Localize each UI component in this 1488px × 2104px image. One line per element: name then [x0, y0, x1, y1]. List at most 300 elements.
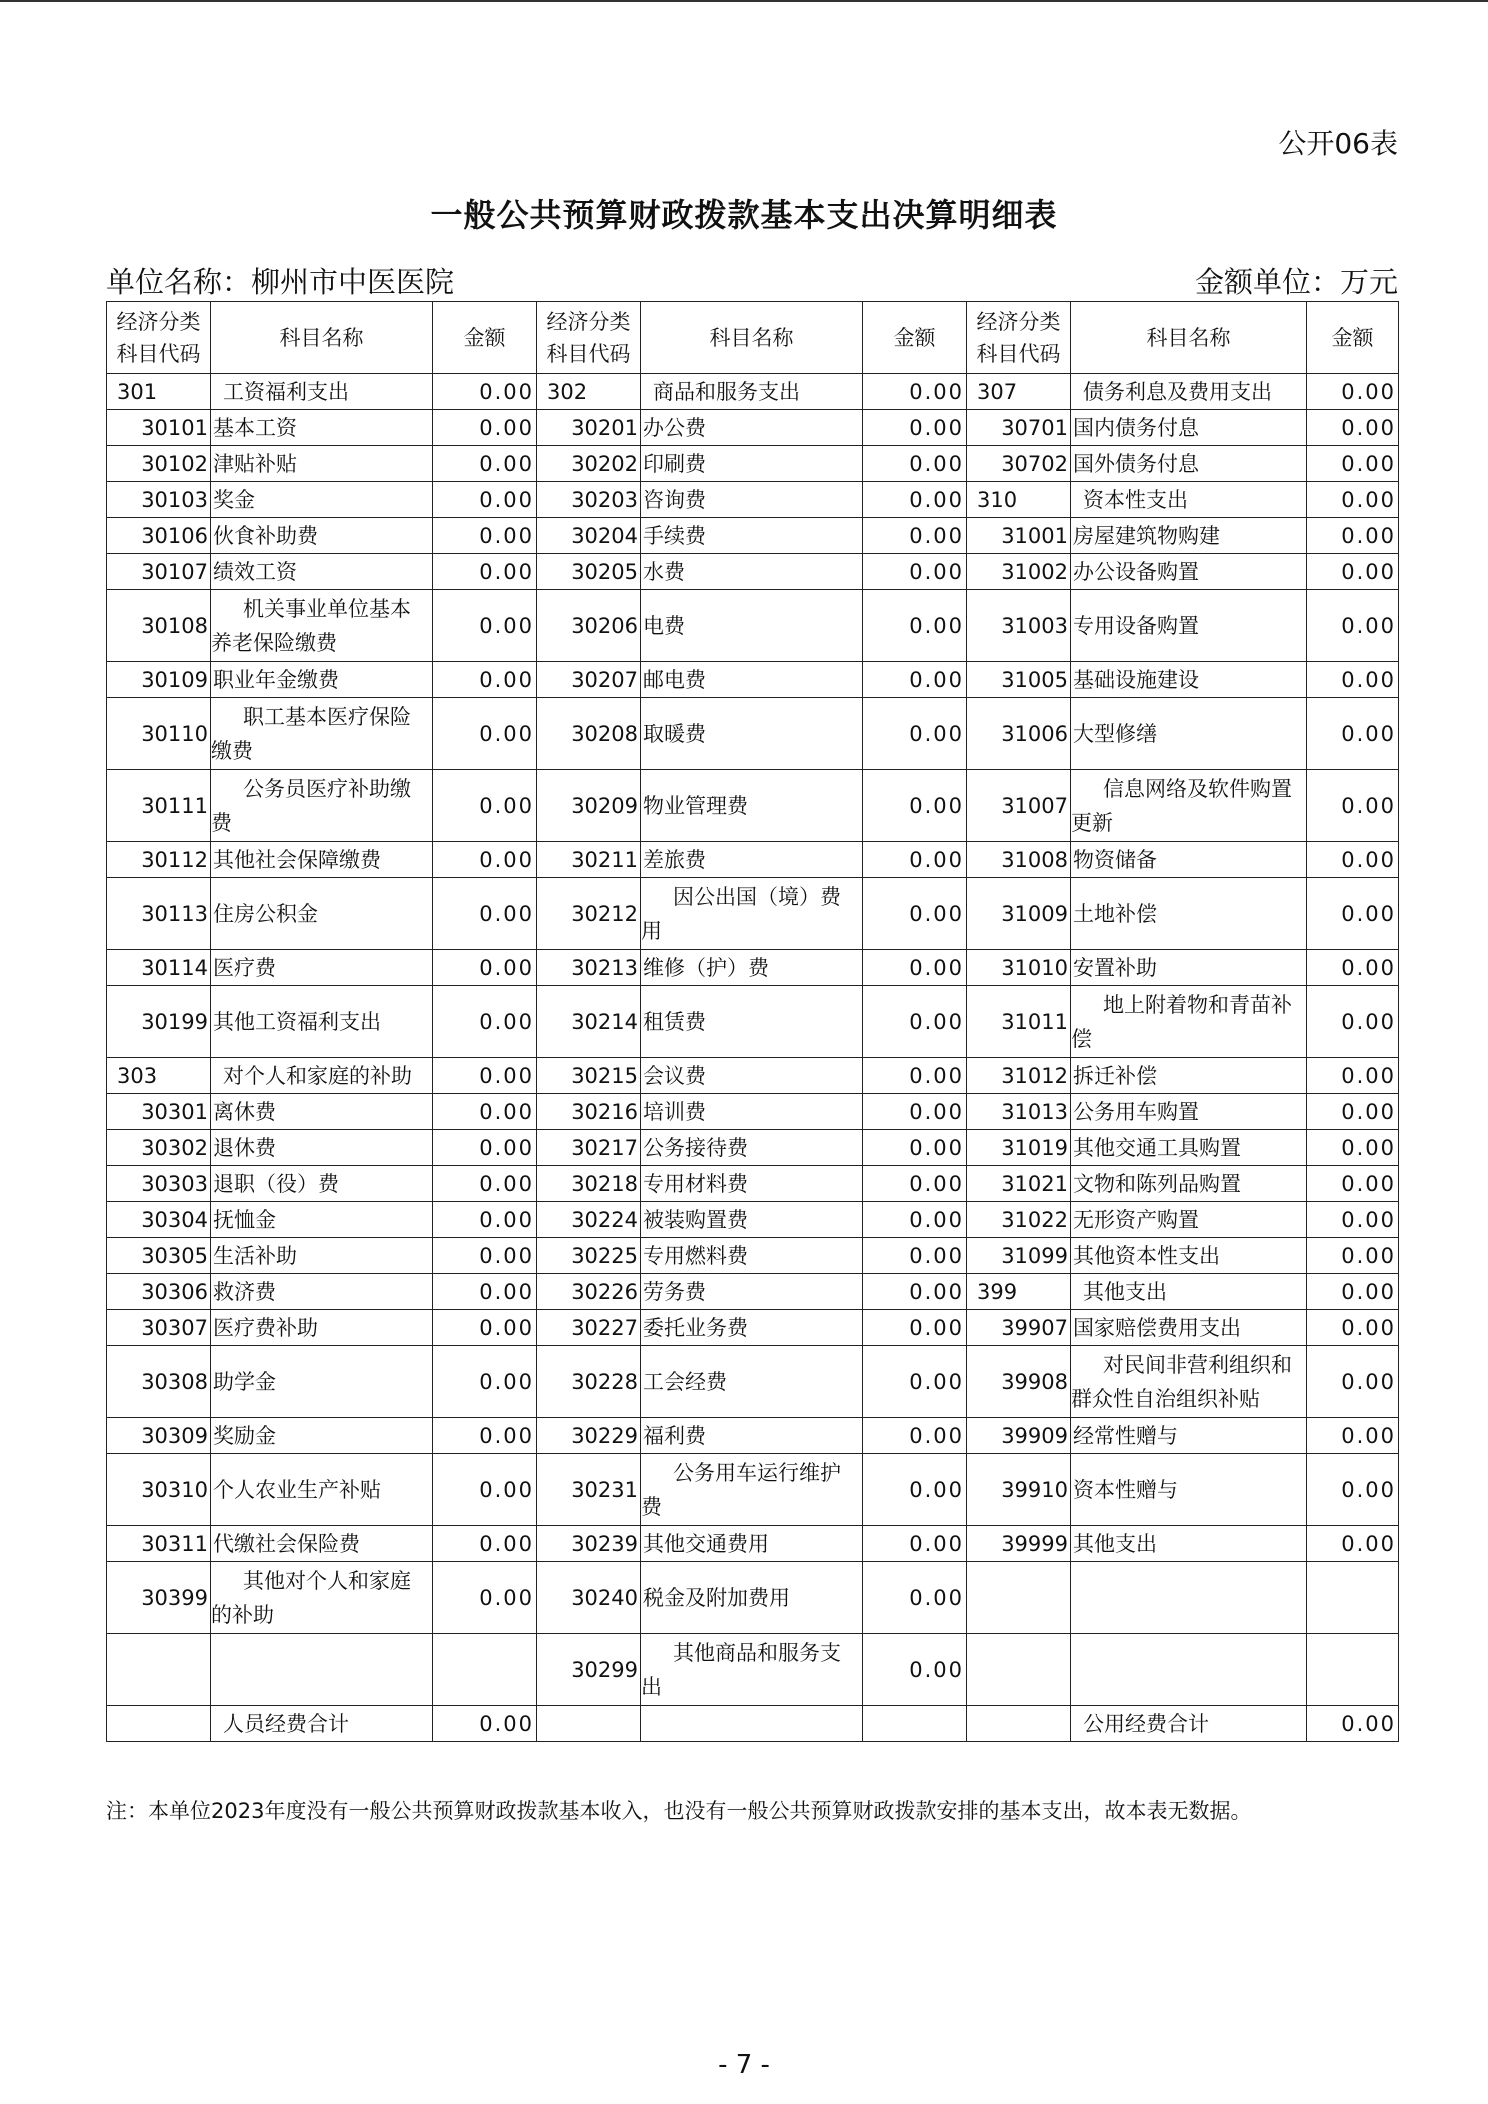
code-cell: 30213 — [537, 950, 641, 986]
amount-cell: 0.00 — [433, 1418, 537, 1454]
name-cell: 其他交通工具购置 — [1071, 1130, 1307, 1166]
code-cell: 30702 — [967, 446, 1071, 482]
table-row — [107, 590, 1399, 662]
table-row — [107, 374, 1399, 410]
amount-cell: 0.00 — [1307, 374, 1399, 410]
amount-cell: 0.00 — [1307, 1238, 1399, 1274]
code-cell: 30217 — [537, 1130, 641, 1166]
amount-cell: 0.00 — [863, 554, 967, 590]
amount-cell: 0.00 — [863, 1202, 967, 1238]
amount-cell: 0.00 — [863, 662, 967, 698]
name-cell: 国外债务付息 — [1071, 446, 1307, 482]
name-cell: 税金及附加费用 — [641, 1562, 863, 1634]
name-cell: 生活补助 — [211, 1238, 433, 1274]
code-cell: 30106 — [107, 518, 211, 554]
code-cell: 30110 — [107, 698, 211, 770]
table-row — [107, 482, 1399, 518]
code-cell: 30107 — [107, 554, 211, 590]
name-cell: 会议费 — [641, 1058, 863, 1094]
code-cell: 30216 — [537, 1094, 641, 1130]
name-cell: 被装购置费 — [641, 1202, 863, 1238]
code-cell: 30399 — [107, 1562, 211, 1634]
amount-cell: 0.00 — [433, 698, 537, 770]
code-cell: 39908 — [967, 1346, 1071, 1418]
table-row — [107, 1238, 1399, 1274]
amount-cell: 0.00 — [863, 482, 967, 518]
table-row — [107, 950, 1399, 986]
name-cell: 专用设备购置 — [1071, 590, 1307, 662]
name-cell: 福利费 — [641, 1418, 863, 1454]
amount-cell: 0.00 — [863, 1634, 967, 1706]
header-row — [107, 302, 1399, 374]
name-cell: 退职（役）费 — [211, 1166, 433, 1202]
amount-cell: 0.00 — [433, 1166, 537, 1202]
code-cell: 30209 — [537, 770, 641, 842]
name-cell: 债务利息及费用支出 — [1071, 374, 1307, 410]
code-cell — [107, 1706, 211, 1742]
unit-row — [106, 263, 1398, 301]
name-cell: 邮电费 — [641, 662, 863, 698]
name-cell: 办公费 — [641, 410, 863, 446]
code-cell: 30701 — [967, 410, 1071, 446]
table-row — [107, 878, 1399, 950]
code-cell: 30310 — [107, 1454, 211, 1526]
amount-cell: 0.00 — [433, 374, 537, 410]
footnote: 注：本单位2023年度没有一般公共预算财政拨款基本收入，也没有一般公共预算财政拨款安排的基本支出，故本表无数据。 — [106, 1799, 1252, 1823]
page-title: 一般公共预算财政拨款基本支出决算明细表 — [430, 196, 1058, 234]
table-row — [107, 446, 1399, 482]
amount-cell: 0.00 — [863, 1562, 967, 1634]
name-cell: 房屋建筑物购建 — [1071, 518, 1307, 554]
amount-cell: 0.00 — [1307, 1346, 1399, 1418]
table-row — [107, 662, 1399, 698]
header-code: 经济分类 科目代码 — [107, 302, 211, 374]
name-cell: 其他交通费用 — [641, 1526, 863, 1562]
name-cell: 其他资本性支出 — [1071, 1238, 1307, 1274]
table-row — [107, 1562, 1399, 1634]
table-row — [107, 986, 1399, 1058]
page-number: - 7 - — [718, 2050, 770, 2080]
table-row — [107, 1346, 1399, 1418]
code-cell: 30308 — [107, 1346, 211, 1418]
code-cell: 30108 — [107, 590, 211, 662]
table-row — [107, 1130, 1399, 1166]
amount-cell: 0.00 — [433, 1346, 537, 1418]
code-cell: 30304 — [107, 1202, 211, 1238]
amount-cell: 0.00 — [863, 1130, 967, 1166]
name-cell — [1071, 1634, 1307, 1706]
code-cell: 31011 — [967, 986, 1071, 1058]
code-cell: 30227 — [537, 1310, 641, 1346]
amount-cell: 0.00 — [1307, 1706, 1399, 1742]
amount-cell: 0.00 — [863, 1346, 967, 1418]
code-cell: 30228 — [537, 1346, 641, 1418]
name-cell: 工资福利支出 — [211, 374, 433, 410]
name-cell: 水费 — [641, 554, 863, 590]
name-cell: 公务用车购置 — [1071, 1094, 1307, 1130]
name-cell: 安置补助 — [1071, 950, 1307, 986]
code-cell: 31008 — [967, 842, 1071, 878]
code-cell: 302 — [537, 374, 641, 410]
name-cell: 办公设备购置 — [1071, 554, 1307, 590]
code-cell: 30205 — [537, 554, 641, 590]
code-cell: 30229 — [537, 1418, 641, 1454]
name-cell: 奖金 — [211, 482, 433, 518]
name-cell: 津贴补贴 — [211, 446, 433, 482]
amount-cell: 0.00 — [863, 374, 967, 410]
amount-cell: 0.00 — [433, 554, 537, 590]
amount-cell: 0.00 — [1307, 1094, 1399, 1130]
amount-cell: 0.00 — [1307, 1310, 1399, 1346]
amount-cell: 0.00 — [863, 446, 967, 482]
code-cell: 31021 — [967, 1166, 1071, 1202]
code-cell: 30113 — [107, 878, 211, 950]
name-cell: 代缴社会保险费 — [211, 1526, 433, 1562]
table-row — [107, 554, 1399, 590]
amount-cell: 0.00 — [1307, 662, 1399, 698]
table-row — [107, 1166, 1399, 1202]
amount-cell: 0.00 — [433, 1454, 537, 1526]
code-cell: 307 — [967, 374, 1071, 410]
name-cell: 信息网络及软件购置更新 — [1071, 770, 1307, 842]
table-row — [107, 698, 1399, 770]
table-row — [107, 1454, 1399, 1526]
table-row — [107, 842, 1399, 878]
code-cell: 31001 — [967, 518, 1071, 554]
amount-cell — [1307, 1634, 1399, 1706]
code-cell: 39910 — [967, 1454, 1071, 1526]
amount-cell: 0.00 — [1307, 554, 1399, 590]
code-cell: 30201 — [537, 410, 641, 446]
code-cell: 31019 — [967, 1130, 1071, 1166]
code-cell: 31099 — [967, 1238, 1071, 1274]
amount-cell: 0.00 — [1307, 950, 1399, 986]
name-cell: 地上附着物和青苗补偿 — [1071, 986, 1307, 1058]
table-row — [107, 1094, 1399, 1130]
amount-cell: 0.00 — [1307, 1166, 1399, 1202]
amount-cell: 0.00 — [863, 1526, 967, 1562]
code-cell: 30112 — [107, 842, 211, 878]
table-row — [107, 1274, 1399, 1310]
name-cell: 资本性支出 — [1071, 482, 1307, 518]
amount-cell: 0.00 — [1307, 842, 1399, 878]
expenditure-table — [106, 301, 1399, 1742]
code-cell: 301 — [107, 374, 211, 410]
name-cell: 商品和服务支出 — [641, 374, 863, 410]
amount-cell: 0.00 — [433, 1274, 537, 1310]
amount-cell: 0.00 — [1307, 518, 1399, 554]
name-cell: 其他支出 — [1071, 1274, 1307, 1310]
amount-unit: 金额单位：万元 — [1194, 265, 1398, 299]
name-cell: 手续费 — [641, 518, 863, 554]
code-cell: 30202 — [537, 446, 641, 482]
code-cell: 30311 — [107, 1526, 211, 1562]
amount-cell: 0.00 — [1307, 1418, 1399, 1454]
name-cell: 基本工资 — [211, 410, 433, 446]
code-cell: 30299 — [537, 1634, 641, 1706]
amount-cell: 0.00 — [863, 410, 967, 446]
code-cell: 30101 — [107, 410, 211, 446]
table-row — [107, 1418, 1399, 1454]
amount-cell: 0.00 — [433, 950, 537, 986]
name-cell: 经常性赠与 — [1071, 1418, 1307, 1454]
name-cell: 专用材料费 — [641, 1166, 863, 1202]
amount-cell: 0.00 — [863, 698, 967, 770]
name-cell: 对个人和家庭的补助 — [211, 1058, 433, 1094]
name-cell: 救济费 — [211, 1274, 433, 1310]
code-cell: 30211 — [537, 842, 641, 878]
name-cell: 职工基本医疗保险缴费 — [211, 698, 433, 770]
amount-cell: 0.00 — [863, 842, 967, 878]
amount-cell: 0.00 — [863, 1454, 967, 1526]
amount-cell: 0.00 — [1307, 1454, 1399, 1526]
code-cell: 30218 — [537, 1166, 641, 1202]
table-row — [107, 1706, 1399, 1742]
name-cell: 住房公积金 — [211, 878, 433, 950]
code-cell — [537, 1706, 641, 1742]
name-cell: 土地补偿 — [1071, 878, 1307, 950]
header-amount: 金额 — [863, 302, 967, 374]
name-cell — [211, 1634, 433, 1706]
header-amount: 金额 — [1307, 302, 1399, 374]
amount-cell: 0.00 — [433, 878, 537, 950]
code-cell: 31002 — [967, 554, 1071, 590]
name-cell: 其他社会保障缴费 — [211, 842, 433, 878]
amount-cell: 0.00 — [433, 590, 537, 662]
top-border-line — [0, 0, 1488, 2]
name-cell: 取暖费 — [641, 698, 863, 770]
code-cell: 30206 — [537, 590, 641, 662]
code-cell: 399 — [967, 1274, 1071, 1310]
code-cell: 30302 — [107, 1130, 211, 1166]
code-cell: 30114 — [107, 950, 211, 986]
header-name: 科目名称 — [1071, 302, 1307, 374]
name-cell: 人员经费合计 — [211, 1706, 433, 1742]
table-row — [107, 770, 1399, 842]
name-cell: 文物和陈列品购置 — [1071, 1166, 1307, 1202]
code-cell: 310 — [967, 482, 1071, 518]
name-cell: 助学金 — [211, 1346, 433, 1418]
name-cell: 抚恤金 — [211, 1202, 433, 1238]
table-body — [107, 302, 1399, 1742]
table-row — [107, 1058, 1399, 1094]
amount-cell: 0.00 — [1307, 446, 1399, 482]
code-cell: 31006 — [967, 698, 1071, 770]
name-cell: 专用燃料费 — [641, 1238, 863, 1274]
name-cell: 公用经费合计 — [1071, 1706, 1307, 1742]
amount-cell: 0.00 — [1307, 1058, 1399, 1094]
amount-cell: 0.00 — [433, 1526, 537, 1562]
amount-cell: 0.00 — [433, 986, 537, 1058]
amount-cell: 0.00 — [863, 590, 967, 662]
code-cell: 31009 — [967, 878, 1071, 950]
code-cell: 30109 — [107, 662, 211, 698]
code-cell: 30224 — [537, 1202, 641, 1238]
header-name: 科目名称 — [641, 302, 863, 374]
name-cell: 无形资产购置 — [1071, 1202, 1307, 1238]
code-cell: 30225 — [537, 1238, 641, 1274]
amount-cell: 0.00 — [1307, 878, 1399, 950]
amount-cell: 0.00 — [1307, 770, 1399, 842]
name-cell: 工会经费 — [641, 1346, 863, 1418]
code-cell — [967, 1634, 1071, 1706]
amount-cell: 0.00 — [433, 446, 537, 482]
table-row — [107, 410, 1399, 446]
amount-cell: 0.00 — [863, 1310, 967, 1346]
code-cell: 30303 — [107, 1166, 211, 1202]
name-cell: 其他工资福利支出 — [211, 986, 433, 1058]
code-cell — [967, 1562, 1071, 1634]
amount-cell: 0.00 — [433, 1202, 537, 1238]
name-cell: 培训费 — [641, 1094, 863, 1130]
code-cell: 31005 — [967, 662, 1071, 698]
code-cell: 30215 — [537, 1058, 641, 1094]
name-cell: 国内债务付息 — [1071, 410, 1307, 446]
code-cell: 30231 — [537, 1454, 641, 1526]
amount-cell: 0.00 — [1307, 698, 1399, 770]
name-cell: 因公出国（境）费用 — [641, 878, 863, 950]
name-cell: 公务用车运行维护费 — [641, 1454, 863, 1526]
name-cell: 退休费 — [211, 1130, 433, 1166]
name-cell: 奖励金 — [211, 1418, 433, 1454]
amount-cell: 0.00 — [1307, 1274, 1399, 1310]
name-cell: 职业年金缴费 — [211, 662, 433, 698]
amount-cell: 0.00 — [433, 518, 537, 554]
name-cell: 医疗费 — [211, 950, 433, 986]
name-cell: 医疗费补助 — [211, 1310, 433, 1346]
code-cell: 30226 — [537, 1274, 641, 1310]
name-cell: 印刷费 — [641, 446, 863, 482]
name-cell — [641, 1706, 863, 1742]
amount-cell: 0.00 — [433, 482, 537, 518]
code-cell: 30240 — [537, 1562, 641, 1634]
code-cell: 30239 — [537, 1526, 641, 1562]
name-cell: 资本性赠与 — [1071, 1454, 1307, 1526]
amount-cell: 0.00 — [863, 518, 967, 554]
code-cell: 303 — [107, 1058, 211, 1094]
name-cell: 个人农业生产补贴 — [211, 1454, 433, 1526]
amount-cell: 0.00 — [863, 1238, 967, 1274]
code-cell: 30212 — [537, 878, 641, 950]
amount-cell: 0.00 — [433, 1310, 537, 1346]
amount-cell: 0.00 — [863, 986, 967, 1058]
amount-cell — [863, 1706, 967, 1742]
name-cell: 基础设施建设 — [1071, 662, 1307, 698]
code-cell: 39909 — [967, 1418, 1071, 1454]
name-cell: 物业管理费 — [641, 770, 863, 842]
code-cell: 30111 — [107, 770, 211, 842]
amount-cell: 0.00 — [1307, 482, 1399, 518]
amount-cell: 0.00 — [433, 1094, 537, 1130]
name-cell: 委托业务费 — [641, 1310, 863, 1346]
header-code: 经济分类 科目代码 — [967, 302, 1071, 374]
code-cell: 39907 — [967, 1310, 1071, 1346]
header-amount: 金额 — [433, 302, 537, 374]
code-cell: 31003 — [967, 590, 1071, 662]
amount-cell: 0.00 — [433, 1058, 537, 1094]
code-cell: 31012 — [967, 1058, 1071, 1094]
amount-cell: 0.00 — [863, 1058, 967, 1094]
code-cell: 30203 — [537, 482, 641, 518]
code-cell — [967, 1706, 1071, 1742]
amount-cell: 0.00 — [433, 1130, 537, 1166]
code-cell: 30307 — [107, 1310, 211, 1346]
amount-cell: 0.00 — [433, 770, 537, 842]
table-row — [107, 518, 1399, 554]
amount-cell: 0.00 — [863, 1274, 967, 1310]
code-cell: 30214 — [537, 986, 641, 1058]
table-row — [107, 1310, 1399, 1346]
amount-cell: 0.00 — [863, 878, 967, 950]
amount-cell: 0.00 — [863, 1418, 967, 1454]
name-cell: 对民间非营利组织和群众性自治组织补贴 — [1071, 1346, 1307, 1418]
code-cell: 31013 — [967, 1094, 1071, 1130]
amount-cell: 0.00 — [433, 1706, 537, 1742]
name-cell: 公务接待费 — [641, 1130, 863, 1166]
name-cell: 拆迁补偿 — [1071, 1058, 1307, 1094]
name-cell: 大型修缮 — [1071, 698, 1307, 770]
name-cell: 其他对个人和家庭的补助 — [211, 1562, 433, 1634]
name-cell — [1071, 1562, 1307, 1634]
code-cell: 30207 — [537, 662, 641, 698]
table-row — [107, 1202, 1399, 1238]
amount-cell: 0.00 — [1307, 986, 1399, 1058]
name-cell: 维修（护）费 — [641, 950, 863, 986]
code-cell: 31007 — [967, 770, 1071, 842]
code-cell: 31010 — [967, 950, 1071, 986]
name-cell: 公务员医疗补助缴费 — [211, 770, 433, 842]
name-cell: 租赁费 — [641, 986, 863, 1058]
amount-cell: 0.00 — [1307, 410, 1399, 446]
code-cell: 30305 — [107, 1238, 211, 1274]
name-cell: 伙食补助费 — [211, 518, 433, 554]
code-cell: 39999 — [967, 1526, 1071, 1562]
code-cell: 30102 — [107, 446, 211, 482]
amount-cell — [433, 1634, 537, 1706]
table-code: 公开06表 — [1278, 127, 1398, 160]
table-row — [107, 1634, 1399, 1706]
amount-cell: 0.00 — [433, 1562, 537, 1634]
amount-cell: 0.00 — [1307, 1202, 1399, 1238]
amount-cell: 0.00 — [863, 1094, 967, 1130]
name-cell: 国家赔偿费用支出 — [1071, 1310, 1307, 1346]
name-cell: 离休费 — [211, 1094, 433, 1130]
code-cell: 30208 — [537, 698, 641, 770]
name-cell: 绩效工资 — [211, 554, 433, 590]
name-cell: 其他支出 — [1071, 1526, 1307, 1562]
name-cell: 物资储备 — [1071, 842, 1307, 878]
amount-cell: 0.00 — [433, 1238, 537, 1274]
amount-cell: 0.00 — [1307, 1526, 1399, 1562]
name-cell: 电费 — [641, 590, 863, 662]
code-cell: 30306 — [107, 1274, 211, 1310]
name-cell: 其他商品和服务支出 — [641, 1634, 863, 1706]
code-cell: 30199 — [107, 986, 211, 1058]
name-cell: 劳务费 — [641, 1274, 863, 1310]
name-cell: 机关事业单位基本养老保险缴费 — [211, 590, 433, 662]
amount-cell: 0.00 — [1307, 590, 1399, 662]
code-cell: 30309 — [107, 1418, 211, 1454]
code-cell: 30103 — [107, 482, 211, 518]
amount-cell: 0.00 — [433, 410, 537, 446]
unit-name: 单位名称：柳州市中医医院 — [106, 265, 455, 299]
header-name: 科目名称 — [211, 302, 433, 374]
amount-cell: 0.00 — [863, 950, 967, 986]
name-cell: 差旅费 — [641, 842, 863, 878]
code-cell: 30204 — [537, 518, 641, 554]
amount-cell — [1307, 1562, 1399, 1634]
name-cell: 咨询费 — [641, 482, 863, 518]
